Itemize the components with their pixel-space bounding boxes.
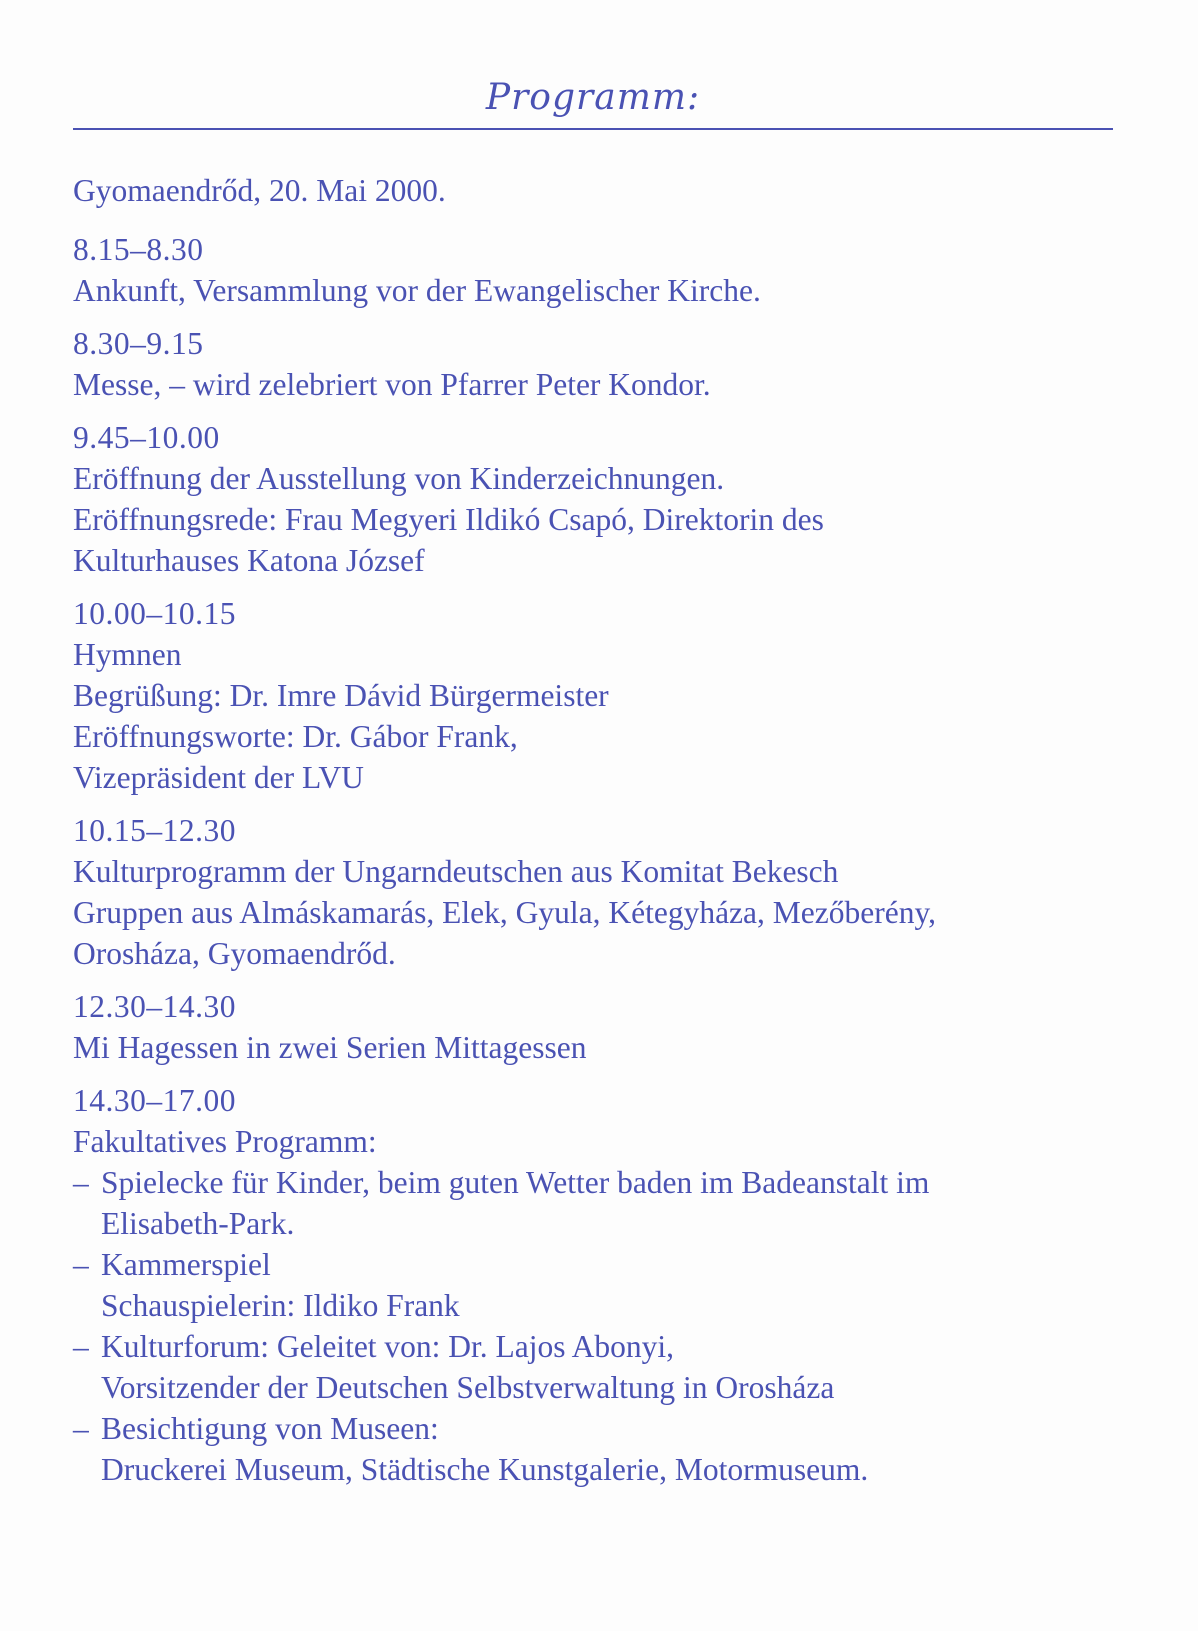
dash-marker: – <box>73 1165 89 1200</box>
optional-program <box>73 1080 1133 1490</box>
schedule-time: 8.30–9.15 <box>73 326 204 361</box>
schedule-item <box>73 417 1133 581</box>
schedule-line: Begrüßung: Dr. Imre Dávid Bürgermeister <box>73 678 609 713</box>
schedule-line: Eröffnungsworte: Dr. Gábor Frank, <box>73 719 518 754</box>
schedule-line: Kulturhauses Katona József <box>73 543 425 578</box>
schedule-time: 9.45–10.00 <box>73 420 220 455</box>
schedule-time: 10.15–12.30 <box>73 813 236 848</box>
optional-line: Kammerspiel <box>101 1247 271 1282</box>
schedule-line: Orosháza, Gyomaendrőd. <box>73 936 396 971</box>
optional-line: Kulturforum: Geleitet von: Dr. Lajos Abonyi, <box>101 1329 675 1364</box>
schedule-item <box>73 810 1133 974</box>
optional-heading: Fakultatives Programm: <box>73 1124 377 1159</box>
optional-line: Elisabeth-Park. <box>101 1206 295 1241</box>
schedule-line: Mi Hagessen in zwei Serien Mittagessen <box>73 1030 587 1065</box>
schedule-item <box>73 323 1133 405</box>
optional-line: Vorsitzender der Deutschen Selbstverwaltung in Orosháza <box>101 1370 835 1405</box>
schedule-item <box>73 229 1133 311</box>
optional-item <box>73 1244 1133 1326</box>
dash-marker: – <box>73 1411 89 1446</box>
page-title: Programm: <box>485 77 701 118</box>
optional-line: Schauspielerin: Ildiko Frank <box>101 1288 460 1323</box>
schedule-item <box>73 986 1133 1068</box>
schedule-time: 8.15–8.30 <box>73 232 204 267</box>
schedule-line: Hymnen <box>73 637 182 672</box>
optional-line: Spielecke für Kinder, beim guten Wetter baden im Badeanstalt im <box>101 1165 930 1200</box>
schedule-line: Eröffnung der Ausstellung von Kinderzeichnungen. <box>73 461 725 496</box>
program-content <box>73 170 1133 1502</box>
header-rule <box>73 128 1113 130</box>
schedule-time: 14.30–17.00 <box>73 1083 236 1118</box>
schedule-line: Vizepräsident der LVU <box>73 760 364 795</box>
optional-item <box>73 1326 1133 1408</box>
schedule-time: 10.00–10.15 <box>73 596 236 631</box>
dash-marker: – <box>73 1329 89 1364</box>
dash-marker: – <box>73 1247 89 1282</box>
optional-line: Besichtigung von Museen: <box>101 1411 439 1446</box>
place-date: Gyomaendrőd, 20. Mai 2000. <box>73 173 446 208</box>
optional-item <box>73 1408 1133 1490</box>
schedule-line: Gruppen aus Almáskamarás, Elek, Gyula, Kétegyháza, Mezőberény, <box>73 895 937 930</box>
optional-item <box>73 1162 1133 1244</box>
schedule-item <box>73 593 1133 798</box>
optional-line: Druckerei Museum, Städtische Kunstgalerie, Motormuseum. <box>101 1452 869 1487</box>
schedule-line: Eröffnungsrede: Frau Megyeri Ildikó Csapó, Direktorin des <box>73 502 824 537</box>
schedule-line: Messe, – wird zelebriert von Pfarrer Peter Kondor. <box>73 367 711 402</box>
schedule-line: Ankunft, Versammlung vor der Ewangelischer Kirche. <box>73 273 761 308</box>
schedule-time: 12.30–14.30 <box>73 989 236 1024</box>
program-header <box>73 74 1113 130</box>
schedule-line: Kulturprogramm der Ungarndeutschen aus Komitat Bekesch <box>73 854 839 889</box>
